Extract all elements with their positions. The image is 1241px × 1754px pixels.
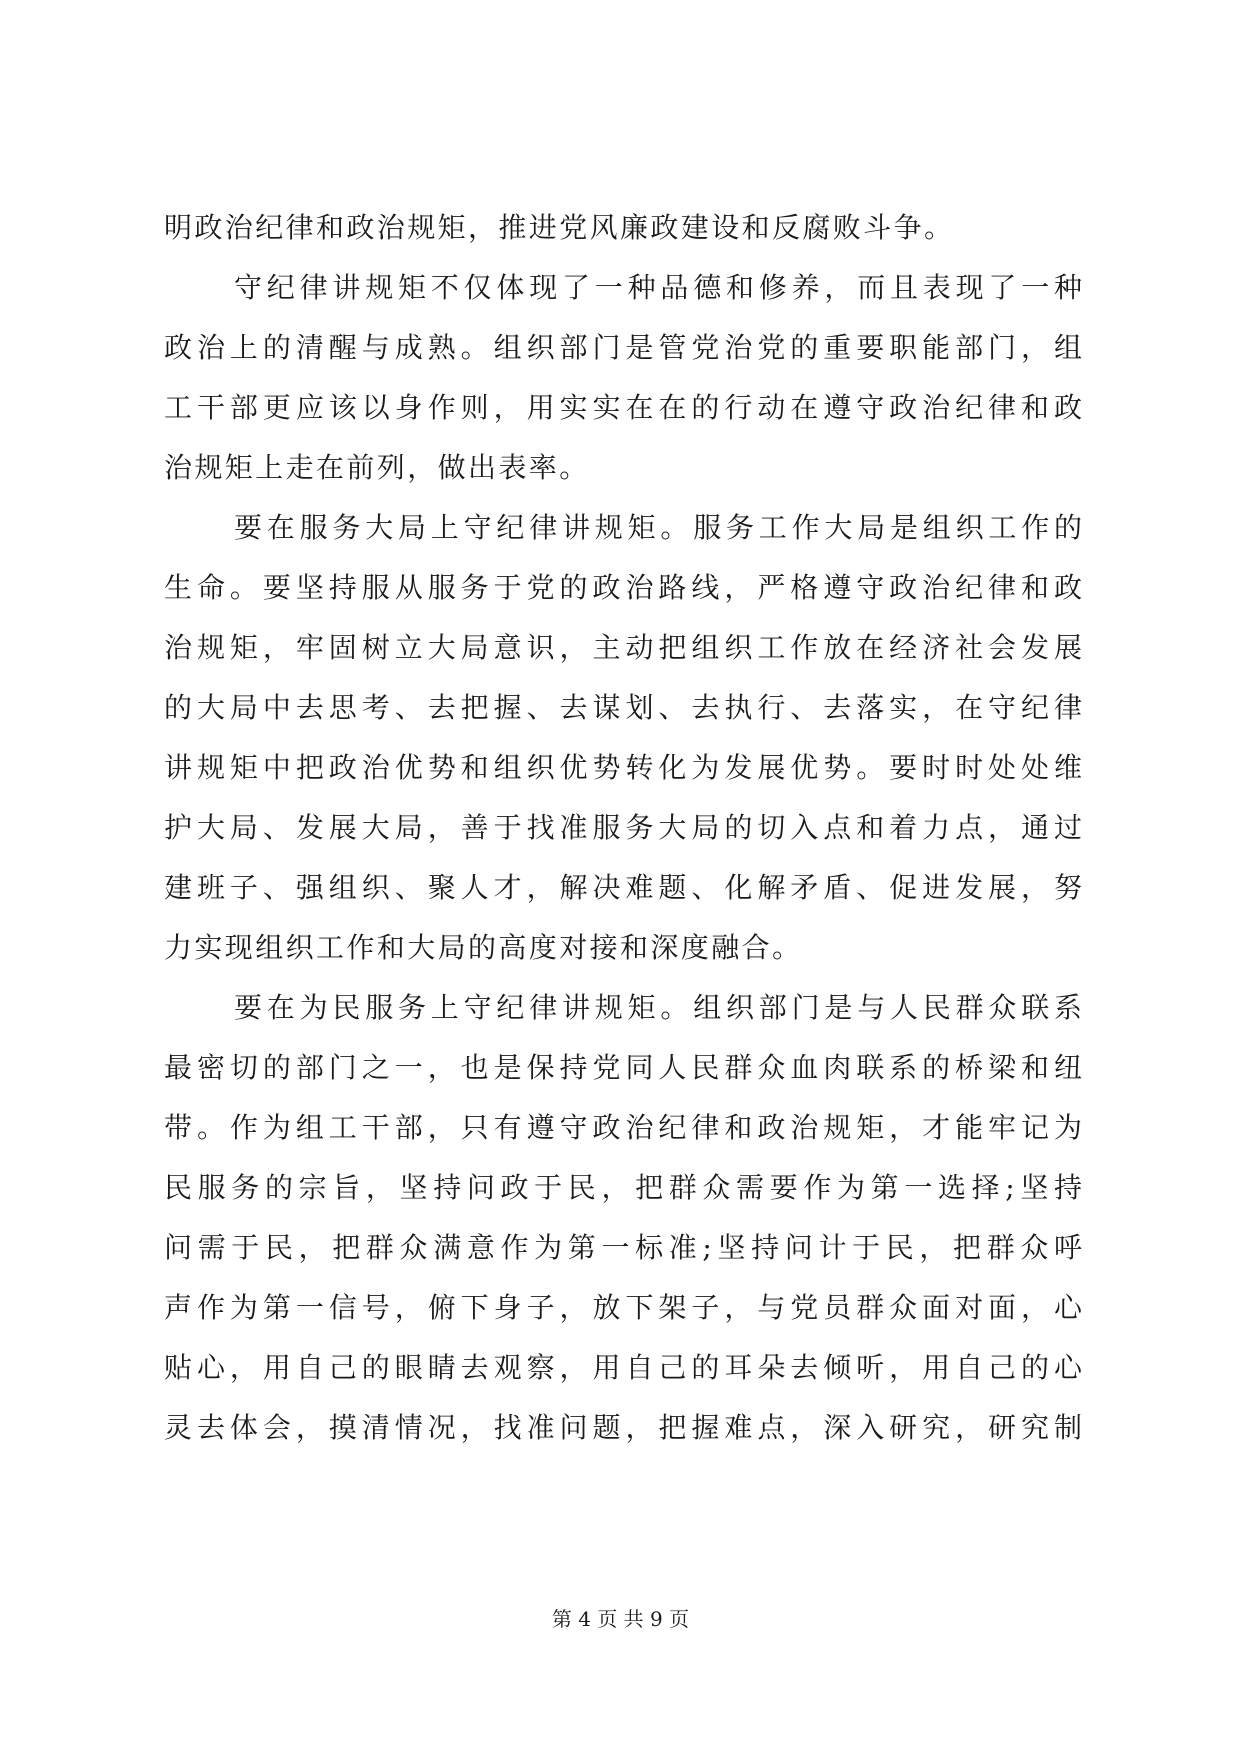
text-line: 守纪律讲规矩不仅体现了一种品德和修养，而且表现了一种: [234, 271, 1082, 304]
text-line: 治规矩，牢固树立大局意识，主动把组织工作放在经济社会发展: [164, 631, 1082, 664]
text-line: 政治上的清醒与成熟。组织部门是管党治党的重要职能部门，组: [164, 331, 1082, 364]
text-line: 的大局中去思考、去把握、去谋划、去执行、去落实，在守纪律: [164, 691, 1082, 724]
text-line: 力实现组织工作和大局的高度对接和深度融合。: [164, 931, 803, 964]
text-line: 最密切的部门之一，也是保持党同人民群众血肉联系的桥梁和纽: [164, 1051, 1082, 1084]
text-line: 民服务的宗旨，坚持问政于民，把群众需要作为第一选择;坚持: [164, 1171, 1082, 1204]
text-line: 明政治纪律和政治规矩，推进党风廉政建设和反腐败斗争。: [164, 211, 955, 244]
text-line: 治规矩上走在前列，做出表率。: [164, 451, 590, 484]
text-line: 护大局、发展大局，善于找准服务大局的切入点和着力点，通过: [164, 811, 1082, 844]
text-line: 声作为第一信号，俯下身子，放下架子，与党员群众面对面，心: [164, 1291, 1082, 1324]
text-line: 灵去体会，摸清情况，找准问题，把握难点，深入研究，研究制: [164, 1411, 1082, 1444]
text-line: 要在为民服务上守纪律讲规矩。组织部门是与人民群众联系: [234, 991, 1082, 1024]
text-line: 要在服务大局上守纪律讲规矩。服务工作大局是组织工作的: [234, 511, 1082, 544]
text-line: 生命。要坚持服从服务于党的政治路线，严格遵守政治纪律和政: [164, 571, 1082, 604]
paragraph: [164, 498, 1082, 978]
text-line: 问需于民，把群众满意作为第一标准;坚持问计于民，把群众呼: [164, 1231, 1082, 1264]
text-line: 工干部更应该以身作则，用实实在在的行动在遵守政治纪律和政: [164, 391, 1082, 424]
text-line: 贴心，用自己的眼睛去观察，用自己的耳朵去倾听，用自己的心: [164, 1351, 1082, 1384]
page-footer: 第 4 页 共 9 页: [551, 1607, 690, 1631]
text-line: 建班子、强组织、聚人才，解决难题、化解矛盾、促进发展，努: [164, 871, 1082, 904]
paragraph: [164, 198, 1082, 258]
body-text: [164, 198, 1082, 1458]
paragraph: [164, 978, 1082, 1458]
text-line: 讲规矩中把政治优势和组织优势转化为发展优势。要时时处处维: [164, 751, 1082, 784]
paragraph: [164, 258, 1082, 498]
text-line: 带。作为组工干部，只有遵守政治纪律和政治规矩，才能牢记为: [164, 1111, 1082, 1144]
